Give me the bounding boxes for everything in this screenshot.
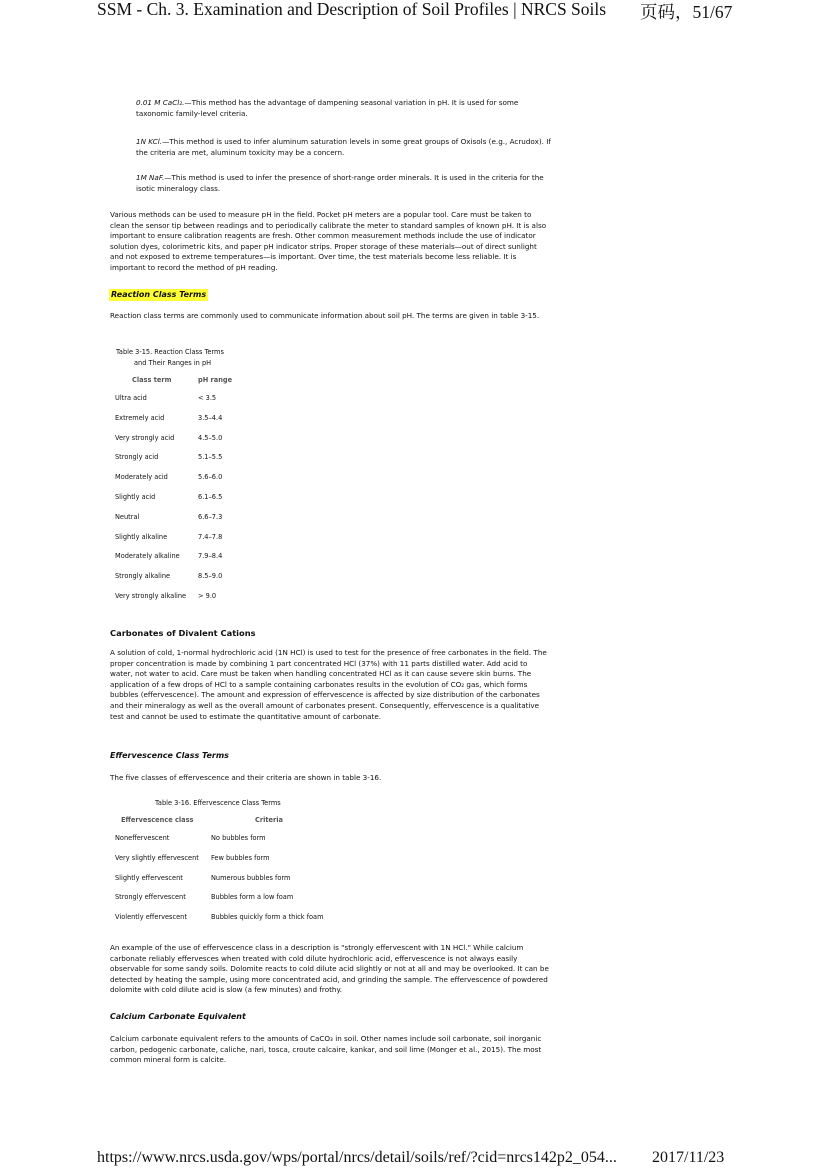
effervescence-class-cell: Noneffervescent xyxy=(115,834,170,842)
effervescence-col-criteria: Criteria xyxy=(255,816,283,824)
page-header-title: SSM - Ch. 3. Examination and Description of Soil Profiles | NRCS Soils xyxy=(97,0,607,19)
ph-range-cell: 7.4–7.8 xyxy=(198,532,223,541)
criteria-cell: Few bubbles form xyxy=(211,853,270,862)
class-term-cell: Slightly alkaline xyxy=(115,532,168,541)
effervescence-heading: Effervescence Class Terms xyxy=(110,751,229,760)
effervescence-class-cell: Very slightly effervescent xyxy=(115,853,199,862)
ph-range-cell: 8.5–9.0 xyxy=(198,572,223,581)
ph-range-cell: 5.1–5.5 xyxy=(198,453,223,462)
method-name: 1M NaF. xyxy=(136,173,165,182)
ph-range-cell: > 9.0 xyxy=(198,592,217,600)
class-term-cell: Very strongly alkaline xyxy=(115,592,187,600)
calcium-carbonate-heading: Calcium Carbonate Equivalent xyxy=(110,1012,246,1021)
class-term-cell: Ultra acid xyxy=(115,394,147,402)
class-term-cell: Neutral xyxy=(115,512,140,521)
effervescence-class-cell: Slightly effervescent xyxy=(115,873,183,882)
carbonates-paragraph: A solution of cold, 1-normal hydrochloric acid (1N HCl) is used to test for the presence of free carbonates in the field. The proper concentration is made by combining 1 part concentrated HCl (37%) with 11 parts distilled water. Add acid to water, not water to acid. Care must be taken when handling concentrated HCl as it can cause severe skin burns. The application of a few drops of HCl to a sample containing carbonates results in the evolution of CO₂ gas, which forms bubbles (effervescence). The amount and expression of effervescence is affected by size distribution of the carbonates and their mineralogy as well as the overall amount of carbonates present. Consequently, effervescence is a qualitative test and cannot be used to estimate the quantitative amount of carbonate. xyxy=(110,648,547,721)
reaction-col-class-term: Class term xyxy=(132,376,172,384)
reaction-table-caption-line2: and Their Ranges in pH xyxy=(134,359,212,367)
page-number: 页码，51/67 xyxy=(640,2,733,22)
reaction-intro: Reaction class terms are commonly used to communicate information about soil pH. The terms are given in table 3-15. xyxy=(110,311,540,320)
method-name: 1N KCl. xyxy=(136,137,163,146)
criteria-cell: Bubbles form a low foam xyxy=(211,893,294,902)
calcium-carbonate-paragraph: Calcium carbonate equivalent refers to the amounts of CaCO₃ in soil. Other names include soil carbonate, soil inorganic carbon, pedogenic carbonate, caliche, nari, tosca, croute calcaire, kankar, and soil lime (Monger et al., 2015). The most common mineral form is calcite. xyxy=(110,1034,542,1065)
class-term-cell: Strongly acid xyxy=(115,453,159,462)
ph-range-cell: 3.5–4.4 xyxy=(198,413,223,422)
effervescence-table-caption: Table 3-16. Effervescence Class Terms xyxy=(155,799,281,807)
class-term-cell: Extremely acid xyxy=(115,413,165,422)
method-name: 0.01 M CaCl₂. xyxy=(136,98,185,107)
ph-range-cell: < 3.5 xyxy=(198,394,217,402)
footer-date: 2017/11/23 xyxy=(652,1149,725,1166)
method-cacl2 xyxy=(136,98,551,119)
reaction-table-caption-line1: Table 3-15. Reaction Class Terms xyxy=(116,348,224,356)
class-term-cell: Moderately acid xyxy=(115,473,168,482)
class-term-cell: Moderately alkaline xyxy=(115,552,180,561)
class-term-cell: Slightly acid xyxy=(115,493,156,501)
method-naf xyxy=(136,173,551,194)
effervescence-class-cell: Violently effervescent xyxy=(115,913,187,922)
effervescence-col-class: Effervescence class xyxy=(121,816,194,824)
ph-range-cell: 5.6–6.0 xyxy=(198,473,223,482)
class-term-cell: Very strongly acid xyxy=(115,433,175,442)
class-term-cell: Strongly alkaline xyxy=(115,572,171,581)
reaction-col-ph-range: pH range xyxy=(198,376,233,384)
criteria-cell: Bubbles quickly form a thick foam xyxy=(211,913,324,922)
method-text: —This method is used to infer the presence of short-range order minerals. It is used in the criteria for the isotic mineralogy class. xyxy=(136,173,544,193)
ph-range-cell: 6.1–6.5 xyxy=(198,493,223,501)
effervescence-class-cell: Strongly effervescent xyxy=(115,893,186,902)
ph-range-cell: 4.5–5.0 xyxy=(198,433,223,442)
method-text: —This method is used to infer aluminum saturation levels in some great groups of Oxisols (e.g., Acrudox). If the criteria are met, aluminum toxicity may be a concern. xyxy=(136,137,551,157)
ph-range-cell: 7.9–8.4 xyxy=(198,552,223,561)
effervescence-intro: The five classes of effervescence and their criteria are shown in table 3-16. xyxy=(110,773,382,782)
method-kcl xyxy=(136,137,551,158)
method-text: —This method has the advantage of dampening seasonal variation in pH. It is used for some taxonomic family-level criteria. xyxy=(136,98,519,118)
criteria-cell: Numerous bubbles form xyxy=(211,873,291,882)
criteria-cell: No bubbles form xyxy=(211,834,266,842)
carbonates-heading: Carbonates of Divalent Cations xyxy=(110,628,256,638)
ph-range-cell: 6.6–7.3 xyxy=(198,512,223,521)
reaction-class-heading: Reaction Class Terms xyxy=(111,290,207,299)
effervescence-example-paragraph: An example of the use of effervescence class in a description is "strongly effervescent with 1N HCl." While calcium carbonate reliably effervesces when treated with cold dilute hydrochloric acid, effervescence is not always easily observable for some sandy soils. Dolomite reacts to cold dilute acid slightly or not at all and may be overlooked. It can be detected by heating the sample, using more concentrated acid, and grinding the sample. The effervescence of powdered dolomite with cold dilute acid is slow (a few minutes) and frothy. xyxy=(110,943,549,995)
footer-url: https://www.nrcs.usda.gov/wps/portal/nrcs/detail/soils/ref/?cid=nrcs142p2_054... xyxy=(97,1149,617,1166)
field-methods-paragraph: Various methods can be used to measure pH in the field. Pocket pH meters are a popular tool. Care must be taken to clean the sensor tip between readings and to periodically calibrate the meter to standard samples of known pH. It is also important to ensure calibration reagents are fresh. Other common measurement methods include the use of indicator solution dyes, colorimetric kits, and paper pH indicator strips. Proper storage of these materials—out of direct sunlight and not exposed to extreme temperatures—is important. Over time, the test materials become less reliable. It is important to record the method of pH reading. xyxy=(110,210,547,272)
